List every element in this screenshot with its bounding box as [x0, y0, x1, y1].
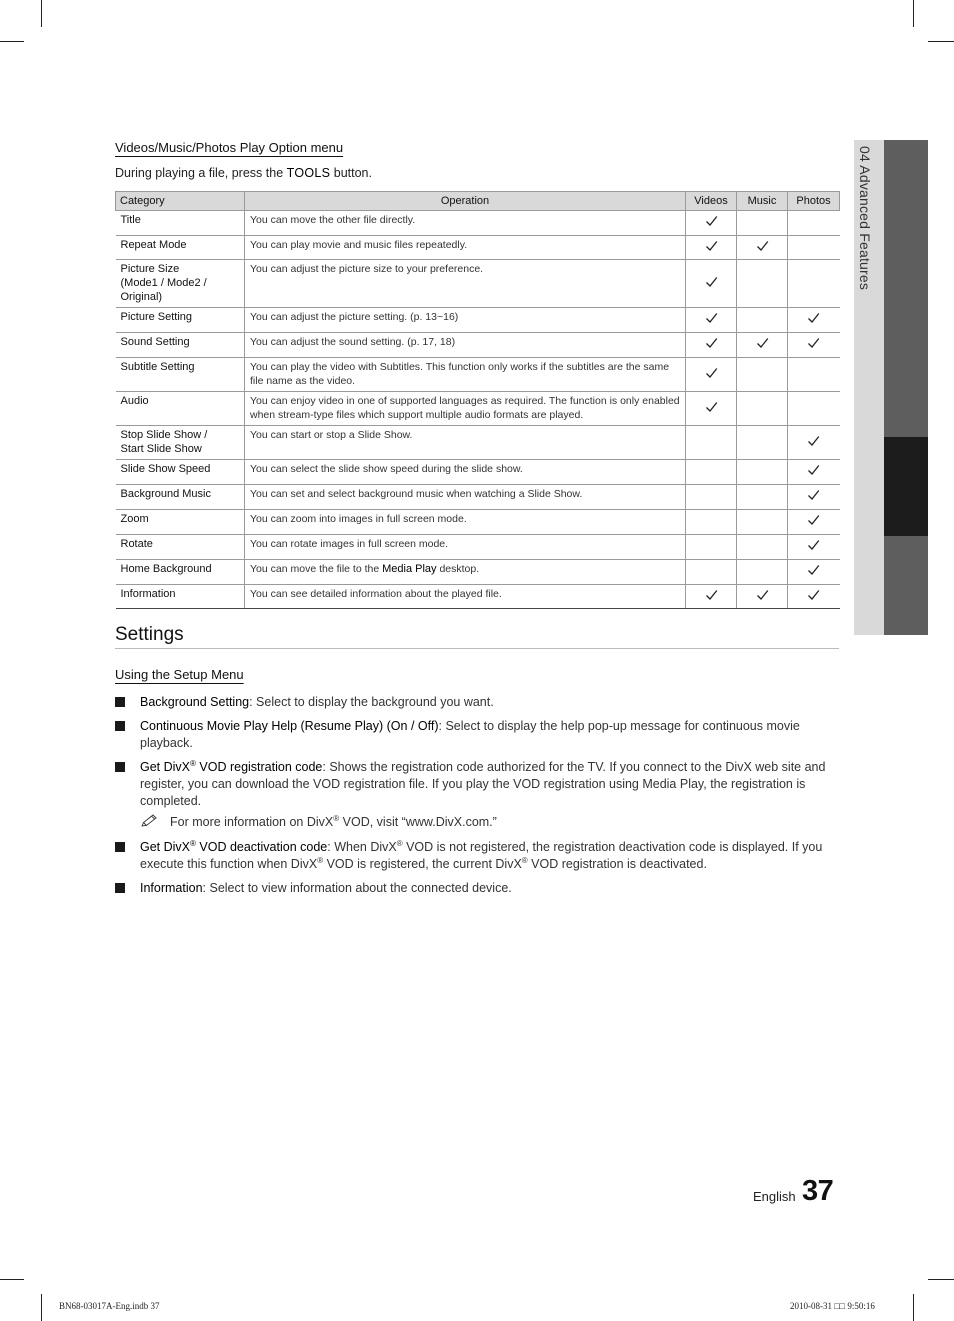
row-operation: You can adjust the picture size to your preference. — [245, 260, 686, 308]
row-category: Zoom — [116, 510, 245, 535]
table-row — [116, 236, 840, 260]
row-operation: You can see detailed information about the played file. — [245, 585, 686, 609]
check-cell-photos — [788, 510, 840, 535]
check-cell-videos — [686, 535, 737, 560]
check-cell-videos — [686, 308, 737, 333]
check-cell-videos — [686, 510, 737, 535]
check-cell-videos — [686, 358, 737, 392]
settings-title: Settings — [115, 624, 184, 645]
check-cell-photos — [788, 333, 840, 358]
check-cell-videos — [686, 560, 737, 585]
play-option-intro: During playing a file, press the TOOLS button. — [115, 166, 372, 180]
checkmark-icon — [705, 218, 718, 230]
bullet-square-icon — [115, 697, 125, 707]
list-item: Continuous Movie Play Help (Resume Play) (On / Off): Select to display the help pop-up message for continuous movie playback. — [115, 718, 839, 752]
col-header-music: Music — [737, 192, 788, 211]
tools-keyword: TOOLS — [286, 166, 331, 180]
checkmark-icon — [705, 340, 718, 352]
row-category: Audio — [116, 392, 245, 426]
row-operation: You can adjust the sound setting. (p. 17, 18) — [245, 333, 686, 358]
check-cell-music — [737, 560, 788, 585]
checkmark-icon — [705, 592, 718, 604]
check-cell-videos — [686, 333, 737, 358]
check-cell-videos — [686, 460, 737, 485]
chapter-label: 04 Advanced Features — [857, 146, 873, 291]
table-row — [116, 426, 840, 460]
table-row — [116, 260, 840, 308]
table-row — [116, 510, 840, 535]
check-cell-photos — [788, 260, 840, 308]
row-category: Home Background — [116, 560, 245, 585]
row-operation: You can move the file to the Media Play desktop. — [245, 560, 686, 585]
checkmark-icon — [807, 467, 820, 479]
row-category: Information — [116, 585, 245, 609]
table-row — [116, 392, 840, 426]
table-row — [116, 485, 840, 510]
row-category: Repeat Mode — [116, 236, 245, 260]
check-cell-photos — [788, 236, 840, 260]
check-cell-videos — [686, 485, 737, 510]
bullet-square-icon — [115, 883, 125, 893]
chapter-tab-active — [884, 437, 928, 536]
row-operation: You can start or stop a Slide Show. — [245, 426, 686, 460]
bullet-square-icon — [115, 721, 125, 731]
check-cell-photos — [788, 358, 840, 392]
check-cell-music — [737, 358, 788, 392]
checkmark-icon — [807, 542, 820, 554]
row-operation: You can adjust the picture setting. (p. 13~16) — [245, 308, 686, 333]
table-row — [116, 560, 840, 585]
play-option-table — [115, 191, 840, 609]
check-cell-videos — [686, 426, 737, 460]
checkmark-icon — [807, 592, 820, 604]
check-cell-videos — [686, 585, 737, 609]
checkmark-icon — [807, 492, 820, 504]
bullet-square-icon — [115, 842, 125, 852]
row-operation: You can rotate images in full screen mode. — [245, 535, 686, 560]
crop-mark — [928, 41, 954, 42]
row-category: Rotate — [116, 535, 245, 560]
table-row — [116, 333, 840, 358]
settings-list — [115, 694, 839, 904]
row-category: Slide Show Speed — [116, 460, 245, 485]
check-cell-photos — [788, 308, 840, 333]
row-category: Subtitle Setting — [116, 358, 245, 392]
list-item: Get DivX® VOD deactivation code: When DivX® VOD is not registered, the registration deactivation code is displayed. If you execute this function when DivX® VOD is registered, the current DivX® VOD registration is deactivated. — [115, 839, 839, 873]
check-cell-music — [737, 392, 788, 426]
page-language: English — [753, 1189, 796, 1204]
setup-menu-heading: Using the Setup Menu — [115, 667, 244, 682]
check-cell-music — [737, 460, 788, 485]
col-header-photos: Photos — [788, 192, 840, 211]
row-operation: You can set and select background music when watching a Slide Show. — [245, 485, 686, 510]
checkmark-icon — [807, 567, 820, 579]
row-category: Picture Size (Mode1 / Mode2 / Original) — [116, 260, 245, 308]
print-timestamp: 2010-08-31 □□ 9:50:16 — [790, 1301, 875, 1311]
checkmark-icon — [756, 243, 769, 255]
col-header-category: Category — [116, 192, 245, 211]
checkmark-icon — [705, 279, 718, 291]
checkmark-icon — [705, 243, 718, 255]
list-item: Information: Select to view information about the connected device. — [115, 880, 839, 897]
check-cell-videos — [686, 260, 737, 308]
col-header-operation: Operation — [245, 192, 686, 211]
check-cell-photos — [788, 560, 840, 585]
col-header-videos: Videos — [686, 192, 737, 211]
page-number: 37 — [802, 1175, 834, 1207]
note: For more information on DivX® VOD, visit “www.DivX.com.” — [115, 814, 839, 831]
table-row — [116, 585, 840, 609]
table-row — [116, 308, 840, 333]
check-cell-music — [737, 535, 788, 560]
table-row — [116, 535, 840, 560]
table-row — [116, 358, 840, 392]
row-category: Title — [116, 211, 245, 236]
crop-mark — [0, 1279, 24, 1280]
check-cell-videos — [686, 392, 737, 426]
pencil-note-icon — [140, 814, 160, 828]
checkmark-icon — [807, 340, 820, 352]
check-cell-music — [737, 426, 788, 460]
checkmark-icon — [807, 517, 820, 529]
table-row — [116, 211, 840, 236]
check-cell-photos — [788, 392, 840, 426]
checkmark-icon — [756, 592, 769, 604]
row-category: Background Music — [116, 485, 245, 510]
crop-mark — [41, 0, 42, 27]
checkmark-icon — [756, 340, 769, 352]
check-cell-music — [737, 585, 788, 609]
check-cell-music — [737, 510, 788, 535]
row-category: Sound Setting — [116, 333, 245, 358]
row-operation: You can select the slide show speed during the slide show. — [245, 460, 686, 485]
check-cell-music — [737, 260, 788, 308]
crop-mark — [41, 1294, 42, 1321]
check-cell-photos — [788, 535, 840, 560]
chapter-tab-block — [884, 140, 928, 437]
check-cell-music — [737, 236, 788, 260]
checkmark-icon — [705, 315, 718, 327]
check-cell-photos — [788, 211, 840, 236]
check-cell-photos — [788, 426, 840, 460]
print-file-label: BN68-03017A-Eng.indb 37 — [59, 1301, 160, 1311]
row-operation: You can play movie and music files repeatedly. — [245, 236, 686, 260]
check-cell-photos — [788, 460, 840, 485]
check-cell-music — [737, 308, 788, 333]
bullet-square-icon — [115, 762, 125, 772]
crop-mark — [913, 0, 914, 27]
crop-mark — [0, 41, 24, 42]
check-cell-photos — [788, 485, 840, 510]
crop-mark — [913, 1294, 914, 1321]
checkmark-icon — [705, 370, 718, 382]
check-cell-music — [737, 211, 788, 236]
row-category: Picture Setting — [116, 308, 245, 333]
check-cell-photos — [788, 585, 840, 609]
check-cell-music — [737, 333, 788, 358]
crop-mark — [928, 1279, 954, 1280]
row-operation: You can enjoy video in one of supported languages as required. The function is only enabled when stream-type files which support multiple audio formats are played. — [245, 392, 686, 426]
table-row — [116, 460, 840, 485]
checkmark-icon — [807, 438, 820, 450]
check-cell-music — [737, 485, 788, 510]
list-item: Get DivX® VOD registration code: Shows the registration code authorized for the TV. If you connect to the DivX web site and register, you can download the VOD registration file. If you play the VOD registration using Media Play, the registration is completed. — [115, 759, 839, 810]
settings-divider — [115, 648, 839, 649]
row-operation: You can zoom into images in full screen mode. — [245, 510, 686, 535]
row-operation: You can play the video with Subtitles. This function only works if the subtitles are the same file name as the video. — [245, 358, 686, 392]
check-cell-videos — [686, 211, 737, 236]
list-item: Background Setting: Select to display the background you want. — [115, 694, 839, 711]
row-category: Stop Slide Show / Start Slide Show — [116, 426, 245, 460]
checkmark-icon — [705, 404, 718, 416]
play-option-heading: Videos/Music/Photos Play Option menu — [115, 140, 344, 155]
checkmark-icon — [807, 315, 820, 327]
check-cell-videos — [686, 236, 737, 260]
row-operation: You can move the other file directly. — [245, 211, 686, 236]
chapter-tab-block — [884, 536, 928, 635]
